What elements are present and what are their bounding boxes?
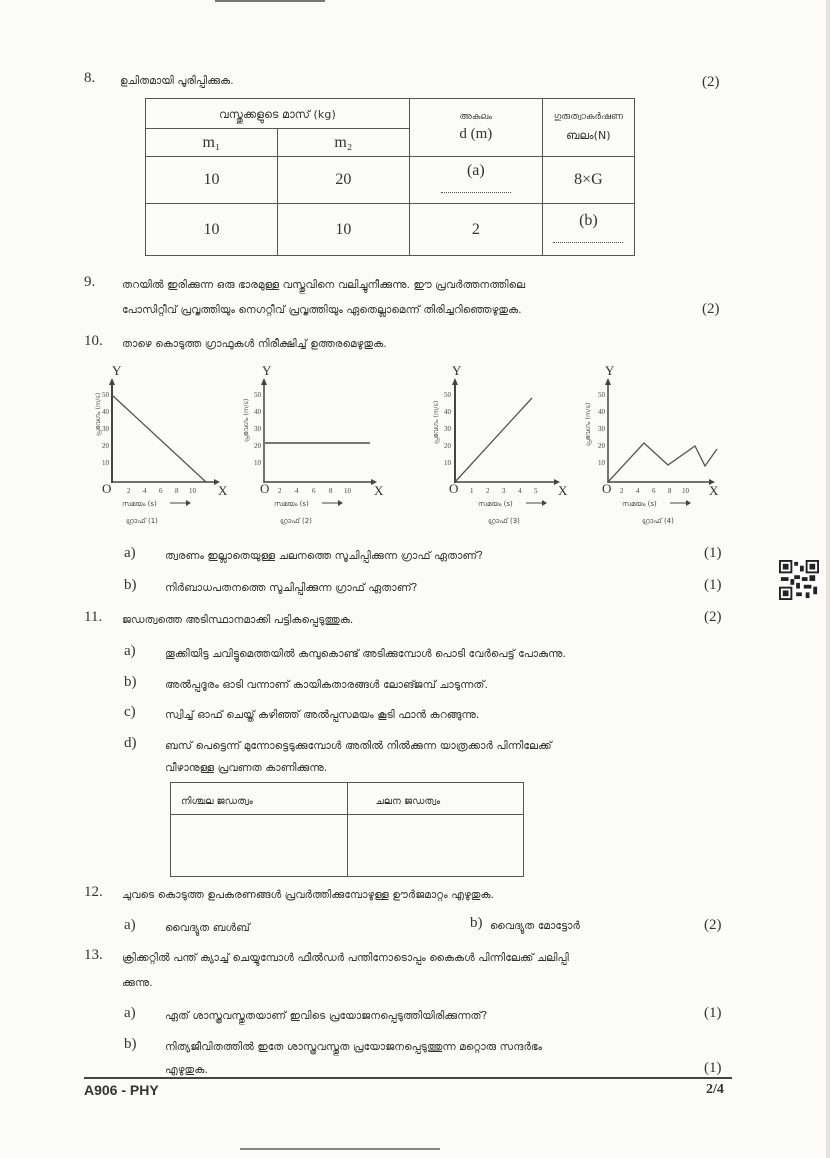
q11a-text: തൂക്കിയിട്ട ചവിട്ടുമെത്തയിൽ കമ്പുകൊണ്ട് അടിക്കുമ്പോൾ പൊടി വേർപെട്ട് പോകുന്നു.: [165, 648, 566, 660]
q11-col-static-inertia: നിശ്ചല ജഡത്വം: [171, 783, 348, 815]
q9-marks: (2): [702, 301, 720, 317]
q8-table: [145, 98, 635, 256]
q11-number: 11.: [84, 609, 103, 625]
svg-text:10: 10: [598, 459, 605, 467]
q9-line2: പോസിറ്റീവ് പ്രവൃത്തിയും നെഗറ്റീവ് പ്രവൃത്തിയും ഏതെല്ലാമെന്ന് തിരിച്ചറിഞ്ഞെഴുതുക.: [122, 304, 522, 316]
svg-text:Y: Y: [605, 363, 615, 378]
graph-2: [234, 360, 384, 535]
q10a-text: ത്വരണം ഇല്ലാതെയുള്ള ചലനത്തെ സൂചിപ്പിക്കുന്ന ഗ്രാഫ് ഏതാണ്?: [165, 550, 484, 562]
svg-text:10: 10: [444, 459, 451, 467]
scan-edge-shadow: [826, 0, 830, 1158]
svg-text:40: 40: [254, 408, 261, 416]
q12-text: ചുവടെ കൊടുത്ത ഉപകരണങ്ങൾ പ്രവർത്തിക്കുമ്പോഴുള്ള ഊർജമാറ്റം എഴുതുക.: [122, 889, 495, 901]
svg-text:ഗ്രാഫ് (2): ഗ്രാഫ് (2): [280, 517, 312, 525]
svg-text:O: O: [602, 481, 612, 496]
svg-text:X: X: [709, 483, 719, 498]
q11b-text: അൽപ്പദൂരം ഓടി വന്നാണ് കായികതാരങ്ങൾ ലോങ്ജമ്പ് ചാടുന്നത്.: [165, 679, 488, 691]
svg-text:50: 50: [102, 391, 109, 399]
svg-text:10: 10: [189, 487, 196, 495]
q12b-text: വൈദ്യുത മോട്ടോർ: [490, 920, 580, 932]
svg-text:4: 4: [295, 487, 299, 495]
q10b-text: നിർബാധപതനത്തെ സൂചിപ്പിക്കുന്ന ഗ്രാഫ് ഏതാണ്?: [165, 582, 418, 594]
svg-text:10: 10: [344, 487, 351, 495]
q8-header-mass: വസ്തുക്കളുടെ മാസ് (kg): [146, 99, 410, 129]
svg-text:40: 40: [102, 408, 109, 416]
svg-text:സമയം (s): സമയം (s): [478, 500, 513, 508]
q9-line1: തറയിൽ ഇരിക്കുന്ന ഒരു ഭാരമുള്ള വസ്തുവിനെ വലിച്ചുനീക്കുന്നു. ഈ പ്രവർത്തനത്തിലെ: [122, 279, 526, 291]
q12b-label: b): [470, 915, 483, 931]
svg-text:പ്രവേഗം (m/s): പ്രവേഗം (m/s): [584, 402, 592, 446]
q13a-marks: (1): [704, 1005, 722, 1021]
svg-text:പ്രവേഗം (m/s): പ്രവേഗം (m/s): [432, 400, 440, 444]
q11c-text: സ്വിച്ച് ഓഫ് ചെയ്ത് കഴിഞ്ഞ് അൽപ്പസമയം കൂടി ഫാൻ കറങ്ങുന്നു.: [165, 709, 480, 721]
q8-header-m1: m₁: [146, 129, 278, 157]
page-number: 2/4: [706, 1082, 724, 1097]
q11a-label: a): [124, 643, 136, 659]
q8-header-m2: m₂: [277, 129, 409, 157]
svg-text:2: 2: [127, 487, 131, 495]
q13b-text-cont: എഴുതുക.: [165, 1064, 208, 1076]
q8-marks: (2): [702, 74, 720, 90]
scan-edge-line: [215, 0, 325, 2]
svg-text:2: 2: [620, 487, 624, 495]
svg-text:പ്രവേഗം (m/s): പ്രവേഗം (m/s): [242, 398, 250, 442]
svg-text:6: 6: [652, 487, 656, 495]
qr-code: [778, 560, 820, 600]
q10-text: താഴെ കൊടുത്ത ഗ്രാഫുകൾ നിരീക്ഷിച്ച് ഉത്തരമെഴുതുക.: [122, 338, 387, 350]
q8-row-2: 10 10 2 (b): [146, 204, 635, 256]
q11-answer-cell-1[interactable]: [171, 815, 348, 877]
graph-4: [572, 360, 732, 535]
q8-blank-b[interactable]: (b): [542, 204, 634, 256]
svg-text:20: 20: [102, 442, 109, 450]
svg-text:സമയം (s): സമയം (s): [274, 500, 309, 508]
q10a-marks: (1): [704, 545, 722, 561]
q11b-label: b): [124, 674, 137, 690]
svg-text:50: 50: [598, 391, 605, 399]
svg-text:10: 10: [254, 459, 261, 467]
graph-3: [422, 360, 572, 535]
q8-row-1: 10 20 (a) 8×G: [146, 157, 635, 204]
svg-text:8: 8: [175, 487, 179, 495]
q13b-marks: (1): [704, 1060, 722, 1076]
svg-text:X: X: [374, 483, 384, 498]
q11-col-motion-inertia: ചലന ജഡത്വം: [347, 783, 524, 815]
footer-code: A906 - PHY: [84, 1082, 159, 1098]
svg-text:20: 20: [598, 442, 605, 450]
svg-text:2: 2: [486, 487, 490, 495]
svg-text:3: 3: [502, 487, 506, 495]
q11-answer-cell-2[interactable]: [347, 815, 524, 877]
svg-text:സമയം (s): സമയം (s): [622, 500, 657, 508]
svg-text:X: X: [558, 483, 568, 498]
svg-text:Y: Y: [262, 363, 272, 378]
svg-text:20: 20: [254, 442, 261, 450]
svg-text:ഗ്രാഫ് (4): ഗ്രാഫ് (4): [642, 517, 674, 525]
q13-number: 13.: [84, 947, 103, 963]
q11d-text-cont: വീഴാനുള്ള പ്രവണത കാണിക്കുന്നു.: [165, 762, 328, 774]
svg-text:4: 4: [636, 487, 640, 495]
q11d-label: d): [124, 735, 137, 751]
q13b-text: നിത്യജീവിതത്തിൽ ഇതേ ശാസ്ത്രവസ്തുത പ്രയോജനപ്പെടുത്തുന്ന മറ്റൊരു സന്ദർഭം: [165, 1041, 543, 1053]
q13a-label: a): [124, 1005, 136, 1021]
svg-text:O: O: [260, 481, 270, 496]
q9-number: 9.: [84, 274, 96, 290]
svg-text:30: 30: [444, 425, 451, 433]
q13a-text: ഏത് ശാസ്ത്രവസ്തുതയാണ് ഇവിടെ പ്രയോജനപ്പെടുത്തിയിരിക്കുന്നത്?: [165, 1010, 488, 1022]
svg-text:ഗ്രാഫ് (1): ഗ്രാഫ് (1): [126, 517, 158, 525]
q11-text: ജഡത്വത്തെ അടിസ്ഥാനമാക്കി പട്ടികപ്പെടുത്തുക.: [122, 614, 354, 626]
q12-number: 12.: [84, 884, 103, 900]
y-axis-label: Y: [112, 363, 122, 378]
svg-text:50: 50: [444, 391, 451, 399]
q11-answer-table: [170, 782, 524, 877]
graph-1: [92, 360, 232, 535]
q10a-label: a): [124, 545, 136, 561]
q11d-text: ബസ് പെട്ടെന്ന് മുന്നോട്ടെടുക്കുമ്പോൾ അതിൽ നിൽക്കുന്ന യാത്രക്കാർ പിന്നിലേക്ക്: [165, 740, 552, 752]
svg-text:30: 30: [254, 425, 261, 433]
q8-number: 8.: [84, 70, 96, 86]
q11c-label: c): [124, 704, 136, 720]
q12-marks: (2): [704, 917, 722, 933]
svg-text:40: 40: [598, 408, 605, 416]
q10b-marks: (1): [704, 577, 722, 593]
svg-text:10: 10: [682, 487, 689, 495]
svg-text:30: 30: [598, 425, 605, 433]
q12a-label: a): [124, 917, 136, 933]
q11-marks: (2): [704, 609, 722, 625]
svg-text:20: 20: [444, 442, 451, 450]
q13b-label: b): [124, 1036, 137, 1052]
q10-number: 10.: [84, 333, 103, 349]
svg-text:8: 8: [668, 487, 672, 495]
svg-text:X: X: [218, 483, 228, 498]
q12a-text: വൈദ്യുത ബൾബ്: [165, 922, 250, 934]
svg-text:സമയം (s): സമയം (s): [122, 500, 157, 508]
svg-text:30: 30: [102, 425, 109, 433]
q10b-label: b): [124, 577, 137, 593]
q8-text: ഉചിതമായി പൂരിപ്പിക്കുക.: [120, 75, 234, 87]
q13-line1: ക്രിക്കറ്റിൽ പന്ത് ക്യാച്ച് ചെയ്യുമ്പോൾ ഫീൽഡർ പന്തിനോടൊപ്പം കൈകൾ പിന്നിലേക്ക് ചലിപ്പി: [122, 952, 569, 964]
scan-edge-line: [240, 1148, 440, 1150]
svg-text:4: 4: [518, 487, 522, 495]
q8-header-distance: അകലം d (m): [409, 99, 542, 157]
svg-text:Y: Y: [452, 363, 462, 378]
svg-text:4: 4: [143, 487, 147, 495]
svg-text:6: 6: [159, 487, 163, 495]
answer-blank-line: [441, 190, 511, 193]
answer-blank-line: [553, 240, 623, 243]
svg-text:2: 2: [278, 487, 282, 495]
svg-text:10: 10: [102, 459, 109, 467]
svg-text:40: 40: [444, 408, 451, 416]
q13-line2: ക്കുന്നു.: [122, 977, 153, 989]
svg-text:50: 50: [254, 391, 261, 399]
svg-text:1: 1: [470, 487, 474, 495]
q8-header-force: ഗുരുത്വാകർഷണ ബലം(N): [542, 99, 634, 157]
svg-text:O: O: [449, 481, 459, 496]
svg-text:O: O: [102, 481, 112, 496]
svg-text:5: 5: [534, 487, 538, 495]
svg-text:8: 8: [329, 487, 333, 495]
svg-text:ഗ്രാഫ് (3): ഗ്രാഫ് (3): [488, 517, 520, 525]
svg-text:6: 6: [312, 487, 316, 495]
q8-blank-a[interactable]: (a): [409, 157, 542, 204]
svg-text:പ്രവേഗം (m/s): പ്രവേഗം (m/s): [94, 392, 102, 436]
footer-divider: [84, 1077, 732, 1079]
